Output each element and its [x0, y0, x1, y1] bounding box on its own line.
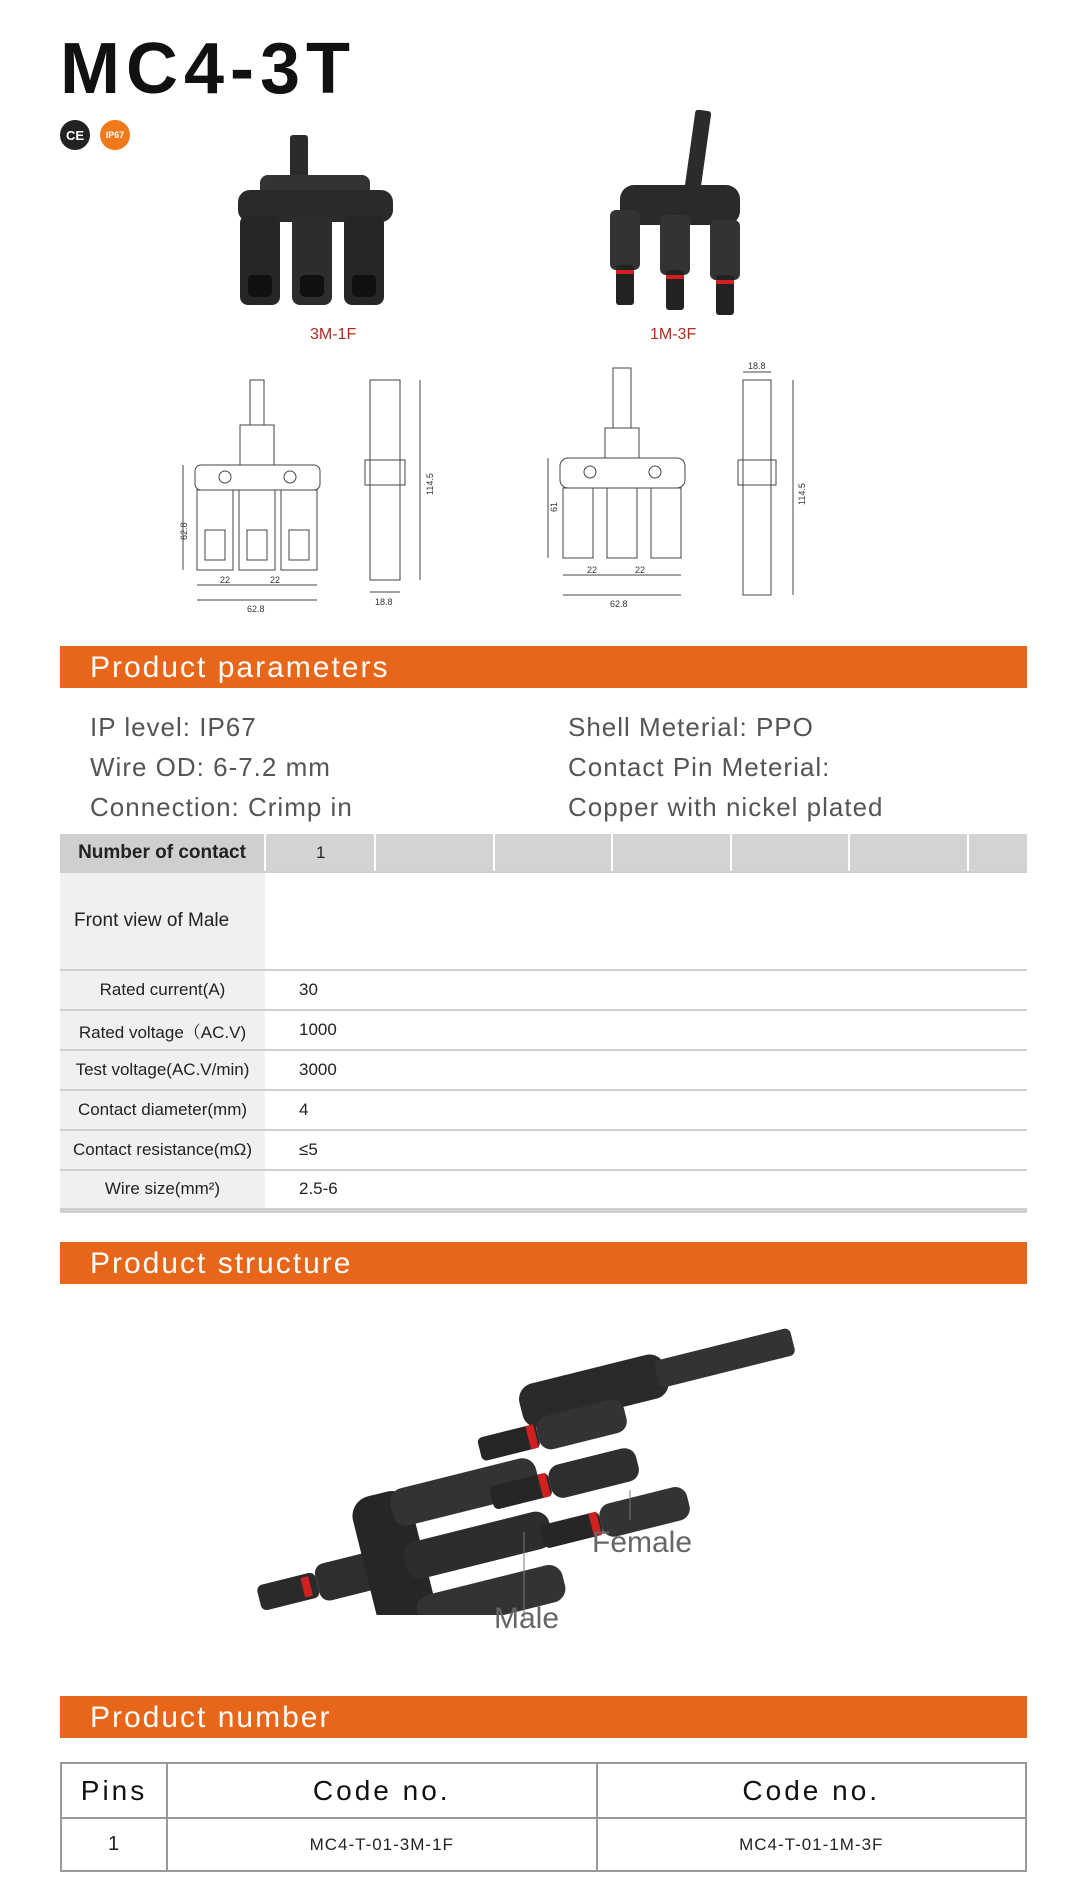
spec-front-view-label: Front view of Male [60, 872, 265, 970]
spec-row [60, 1170, 1027, 1210]
spec-row-label: Rated current(A) [60, 970, 265, 1010]
section-bar-parameters [60, 646, 1027, 688]
spec-row-value: ≤5 [265, 1130, 1027, 1170]
code-cell: MC4-T-01-3M-1F [167, 1818, 597, 1871]
dim-1m-3f-pitch-b: 22 [635, 565, 646, 575]
ip67-badge-icon: IP67 [100, 120, 130, 150]
spec-row-label: Contact diameter(mm) [60, 1090, 265, 1130]
pins-header: Pins [61, 1763, 167, 1818]
spec-table [60, 834, 1027, 1213]
spec-row [60, 1010, 1027, 1050]
spec-header-empty-cell [731, 834, 850, 872]
param-ip-level: IP level: IP67 [90, 712, 257, 742]
dim-1m-3f-length: 114.5 [797, 483, 807, 505]
drawing-1m-3f [545, 360, 845, 615]
spec-row-value: 3000 [265, 1050, 1027, 1090]
spec-row-value: 2.5-6 [265, 1170, 1027, 1210]
spec-header-row [60, 834, 1027, 872]
spec-row-label: Wire size(mm²) [60, 1170, 265, 1210]
code-cell: MC4-T-01-1M-3F [597, 1818, 1027, 1871]
ce-mark-icon: CE [60, 120, 90, 150]
dim-3m-1f-pitch-a: 22 [220, 575, 231, 585]
section-title-parameters: Product parameters [90, 651, 390, 684]
param-contact-pin-plating: Copper with nickel plated [568, 792, 884, 822]
spec-header-empty-cell [849, 834, 968, 872]
spec-row [60, 1090, 1027, 1130]
spec-header-empty-cell [375, 834, 494, 872]
page-title: MC4-3T [60, 29, 357, 109]
code-header: Code no. [597, 1763, 1027, 1818]
table-row [61, 1818, 1026, 1871]
spec-header-empty-cell [968, 834, 1027, 872]
spec-row-label: Test voltage(AC.V/min) [60, 1050, 265, 1090]
spec-row-label: Contact resistance(mΩ) [60, 1130, 265, 1170]
caption-1m-3f: 1M-3F [650, 326, 697, 343]
female-label: Female [592, 1526, 693, 1559]
dim-1m-3f-width: 62.8 [610, 599, 628, 609]
male-label: Male [494, 1602, 560, 1635]
section-bar-structure [60, 1242, 1027, 1284]
dim-3m-1f-height: 62.8 [179, 522, 189, 540]
spec-row-label: Rated voltage（AC.V) [60, 1010, 265, 1050]
caption-3m-1f: 3M-1F [310, 326, 357, 343]
spec-front-view-row [60, 872, 1027, 970]
param-wire-od: Wire OD: 6-7.2 mm [90, 752, 331, 782]
spec-header-label: Number of contact [60, 834, 265, 872]
connector-1m-3f-image [590, 110, 770, 320]
spec-row [60, 1050, 1027, 1090]
spec-row-value: 30 [265, 970, 1027, 1010]
section-title-number: Product number [90, 1701, 332, 1734]
dim-3m-1f-depth: 18.8 [375, 597, 393, 607]
dim-3m-1f-length: 114.5 [425, 473, 435, 495]
connector-3m-1f-image [220, 135, 410, 310]
section-bar-number [60, 1696, 1027, 1738]
spec-row [60, 970, 1027, 1010]
spec-header-empty-cell [494, 834, 613, 872]
spec-row-value: 1000 [265, 1010, 1027, 1050]
pins-cell: 1 [61, 1818, 167, 1871]
dim-1m-3f-depth: 18.8 [748, 361, 766, 371]
spec-row [60, 1130, 1027, 1170]
spec-row-value: 4 [265, 1090, 1027, 1130]
product-number-table [60, 1762, 1027, 1872]
param-connection: Connection: Crimp in [90, 792, 353, 822]
spec-header-empty-cell [612, 834, 731, 872]
code-header: Code no. [167, 1763, 597, 1818]
dim-1m-3f-height: 61 [549, 501, 559, 512]
dim-3m-1f-width: 62.8 [247, 604, 265, 614]
section-title-structure: Product structure [90, 1247, 353, 1280]
dim-1m-3f-pitch-a: 22 [587, 565, 598, 575]
product-number-header-row [61, 1763, 1026, 1818]
param-contact-pin-material: Contact Pin Meterial: [568, 752, 831, 782]
dim-3m-1f-pitch-b: 22 [270, 575, 281, 585]
spec-front-view-cell [265, 872, 1027, 970]
spec-header-value: 1 [265, 834, 375, 872]
drawing-3m-1f [175, 370, 475, 620]
param-shell-material: Shell Meterial: PPO [568, 712, 814, 742]
